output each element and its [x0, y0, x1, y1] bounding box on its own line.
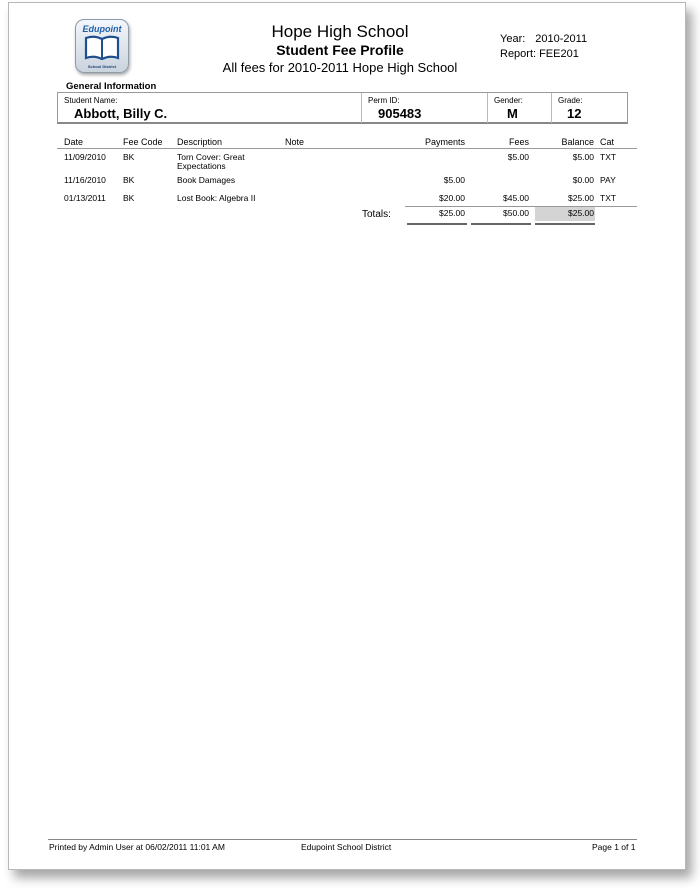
year-value: 2010-2011: [535, 33, 588, 45]
school-name: Hope High School: [271, 22, 409, 41]
fee-row-2-code: BK: [123, 175, 135, 185]
totals-balance-underline: [535, 223, 595, 225]
fee-row-3-balance: $25.00: [568, 193, 594, 203]
totals-balance: $25.00: [568, 208, 594, 218]
col-header-balance: Balance: [561, 137, 594, 147]
fee-row-2-balance: $0.00: [572, 175, 594, 185]
fee-row-3-date: 01/13/2011: [64, 193, 106, 203]
col-header-fees: Fees: [508, 137, 529, 147]
fee-row-1-description-cont: Expectations: [177, 161, 226, 171]
footer-page-number: Page 1 of 1: [592, 842, 636, 852]
fee-row-3-fees: $45.00: [503, 193, 529, 203]
student-info-box: [57, 92, 628, 124]
fee-row-1-date: 11/09/2010: [64, 152, 106, 162]
report-label: Report:: [500, 48, 537, 60]
report-subtitle: All fees for 2010-2011 Hope High School: [222, 60, 458, 75]
col-header-note: Note: [285, 137, 305, 147]
totals-label: Totals:: [362, 209, 391, 220]
col-header-description: Description: [177, 137, 223, 147]
book-icon: [84, 35, 120, 61]
student-name: Abbott, Billy C.: [74, 106, 168, 121]
fee-row-3-description: Lost Book: Algebra II: [177, 193, 256, 203]
year-label: Year:: [500, 33, 526, 45]
totals-fees: $50.00: [503, 208, 529, 218]
grade-cell: [551, 93, 628, 123]
grade-label: Grade:: [558, 96, 583, 105]
report-page: [8, 2, 686, 870]
gender-label: Gender:: [494, 96, 523, 105]
fee-row-3-code: BK: [123, 193, 135, 203]
logo-brand: Edupoint: [82, 24, 122, 34]
fee-row-1-description: Torn Cover: Great: [177, 152, 245, 162]
footer-divider: [48, 839, 637, 840]
footer-printed-by: Printed by Admin User at 06/02/2011 11:01 AM: [49, 842, 225, 852]
totals-fees-underline: [471, 223, 531, 225]
perm-id-label: Perm ID:: [368, 96, 400, 105]
fee-row-1-code: BK: [123, 152, 135, 162]
report-title: Student Fee Profile: [276, 42, 404, 58]
col-header-date: Date: [64, 137, 84, 147]
edupoint-logo: [75, 19, 129, 73]
fee-row-2-payments: $5.00: [443, 175, 465, 185]
fee-row-2-cat: PAY: [600, 175, 616, 185]
perm-id-cell: [361, 93, 488, 123]
student-name-cell: [58, 93, 361, 123]
totals-rule: [405, 206, 637, 207]
student-name-label: Student Name:: [64, 96, 118, 105]
general-info-heading: General Information: [66, 81, 157, 92]
report-title-block: [200, 22, 480, 76]
logo-subtext: School District: [87, 64, 117, 69]
header-divider: [57, 148, 637, 149]
fee-row-1-cat: TXT: [600, 152, 617, 162]
report-code: FEE201: [539, 48, 579, 60]
fee-row-2-date: 11/16/2010: [64, 175, 106, 185]
grade: 12: [567, 106, 582, 121]
col-header-cat: Cat: [600, 137, 615, 147]
totals-payments: $25.00: [439, 208, 465, 218]
perm-id: 905483: [378, 106, 422, 121]
footer-district: Edupoint School District: [301, 842, 392, 852]
fee-row-3-cat: TXT: [600, 193, 617, 203]
report-meta: [500, 32, 587, 62]
col-header-fee-code: Fee Code: [123, 137, 163, 147]
fee-row-3-payments: $20.00: [439, 193, 465, 203]
gender: M: [507, 106, 518, 121]
fee-row-2-description: Book Damages: [177, 175, 236, 185]
col-header-payments: Payments: [424, 137, 465, 147]
gender-cell: [487, 93, 552, 123]
fee-row-1-balance: $5.00: [572, 152, 594, 162]
totals-payments-underline: [407, 223, 467, 225]
fee-row-1-fees: $5.00: [507, 152, 529, 162]
